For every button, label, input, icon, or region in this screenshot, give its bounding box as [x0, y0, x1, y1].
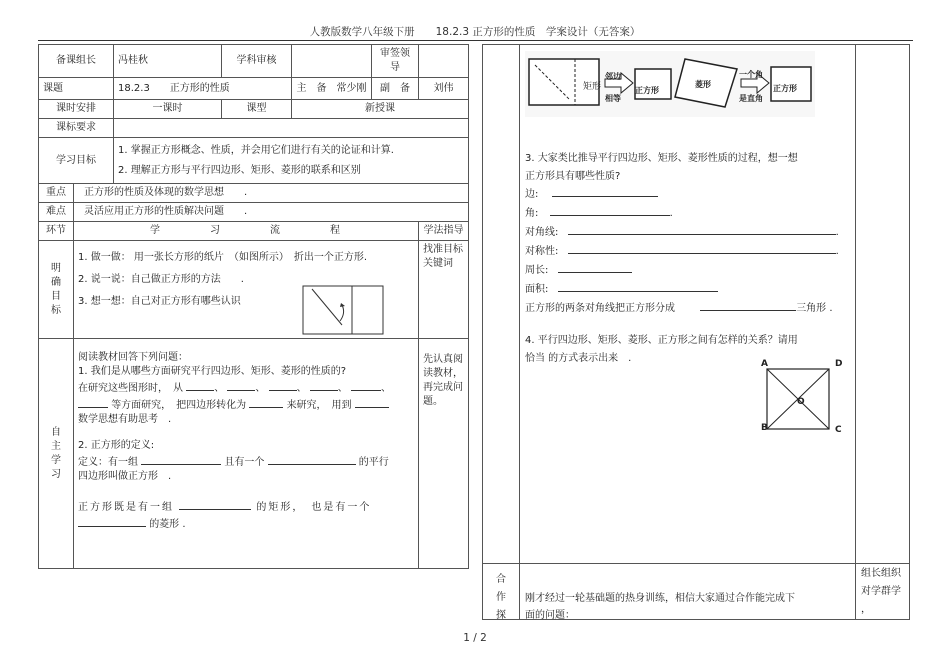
value-topic: 18.2.3 正方形的性质: [114, 78, 292, 100]
guide-line: 组长组织: [861, 568, 901, 579]
page-header-title: 人教版数学八年级下册 18.2.3 正方形的性质 学案设计（无答案）: [309, 26, 641, 38]
guide-line: 题。: [423, 396, 443, 407]
answer-blank[interactable]: [227, 379, 255, 391]
answer-blank[interactable]: [269, 379, 297, 391]
label-deputy: 副 备: [372, 78, 419, 100]
right-left-gutter: [519, 45, 520, 619]
question-2-definition: 定义：有一组 且有一个 的平行: [78, 453, 414, 470]
label-objectives: 学习目标: [39, 138, 114, 184]
guide-clarify-goal: [419, 241, 469, 339]
answer-blank[interactable]: [550, 204, 670, 216]
label-main-preparer: 主 备 常少刚: [292, 78, 372, 100]
question-3-line2: 正方形具有哪些性质?: [525, 171, 621, 182]
task-think: 3. 想一想：自己对正方形有哪些认识: [78, 296, 241, 307]
label-standards: 课标要求: [39, 119, 114, 138]
header-divider: [38, 40, 913, 41]
question-2-title: 2. 正方形的定义:: [78, 440, 155, 451]
vertex-label-c: C: [835, 425, 842, 435]
right-guide-gutter: [855, 45, 856, 619]
property-perimeter: 周长:: [525, 261, 632, 276]
answer-blank[interactable]: [179, 498, 251, 510]
page-number: 1 / 2: [463, 632, 487, 644]
value-approver: [419, 45, 469, 78]
label-periods: 课时安排: [39, 100, 114, 119]
center-label-o: O: [797, 397, 805, 407]
question-1-end: 数学思想有助思考 .: [78, 414, 172, 425]
vertex-label-d: D: [835, 359, 843, 369]
answer-blank[interactable]: [355, 396, 389, 408]
answer-blank[interactable]: [78, 396, 108, 408]
answer-blank[interactable]: [186, 379, 214, 391]
value-prep-leader: 冯桂秋: [114, 45, 222, 78]
study-intro: 阅读教材回答下列问题：: [78, 352, 188, 363]
label-approver: 审签领导: [372, 45, 419, 78]
section-label-cooperate: 合作探: [496, 574, 506, 621]
guide-cooperate: [861, 565, 901, 619]
property-diagonal: 对角线: .: [525, 223, 839, 238]
vertex-label-a: A: [761, 359, 768, 369]
label-prep-leader: 备课组长: [39, 45, 114, 78]
diagram-arrow1-bottom: 相等: [605, 94, 621, 103]
guide-line: 找准目标: [423, 244, 463, 255]
question-3-line1: 3. 大家类比推导平行四边形、矩形、菱形性质的过程，想一想: [525, 153, 798, 164]
shape-transform-diagram: [525, 51, 815, 117]
value-periods: 一课时: [114, 100, 222, 119]
property-symmetry: 对称性: .: [525, 242, 839, 257]
objectives-list: [114, 138, 469, 184]
property-area: 面积:: [525, 280, 718, 295]
answer-blank[interactable]: [558, 261, 632, 273]
guide-line: 再完成问: [423, 382, 463, 393]
coop-divider: [483, 563, 909, 564]
section-clarify-goal-content: [74, 241, 419, 339]
label-subject-review: 学科审核: [222, 45, 292, 78]
label-lesson-type: 课型: [222, 100, 292, 119]
diagram-square1-label: 正方形: [635, 86, 659, 95]
guide-line: 先认真阅: [423, 354, 463, 365]
answer-blank[interactable]: [552, 185, 658, 197]
diagram-arrow1-top: 邻边: [605, 72, 621, 81]
guide-line: 关键词: [423, 258, 453, 269]
property-angle: 角: .: [525, 204, 673, 219]
value-main-preparer: 常少刚: [336, 82, 367, 94]
section-label-clarify-goal: 明确目标: [39, 241, 74, 339]
diagram-rhombus-label: 菱形: [695, 80, 711, 89]
value-difficulty: 灵活应用正方形的性质解决问题 .: [74, 203, 469, 222]
diagram-rectangle-label: 矩形: [583, 82, 602, 92]
lesson-info-table: [38, 44, 469, 569]
value-subject-review: [292, 45, 372, 78]
guide-line: 对学群学: [861, 586, 901, 597]
answer-blank[interactable]: [310, 379, 338, 391]
objective-item: 1. 掌握正方形概念、性质，并会用它们进行有关的论证和计算.: [118, 144, 394, 156]
question-2-definition-end: 四边形叫做正方形 .: [78, 471, 172, 482]
label-method-guide: 学法指导: [419, 222, 469, 241]
property-diagonal-split: 正方形的两条对角线把正方形分成 三角形 .: [525, 299, 833, 314]
answer-blank[interactable]: [568, 223, 836, 235]
section-self-study-content: [74, 339, 419, 569]
diagram-square2-label: 正方形: [773, 84, 797, 93]
property-side: 边:: [525, 185, 658, 200]
diagram-arrow2-bottom: 是直角: [739, 94, 763, 103]
guide-self-study: [419, 339, 469, 569]
answer-blank[interactable]: [700, 299, 796, 311]
question-1-aspects: 在研究这些图形时， 从 、 、 、 、 、: [78, 379, 414, 396]
answer-blank[interactable]: [558, 280, 718, 292]
answer-blank[interactable]: [249, 396, 283, 408]
question-2-sentence-end: 的菱形 .: [78, 515, 414, 532]
question-1: 1. 我们是从哪些方面研究平行四边形、矩形、菱形的性质的?: [78, 366, 347, 377]
coop-text-line1: 刚才经过一轮基础题的热身训练，相信大家通过合作能完成下: [525, 593, 795, 604]
guide-line: 读教材，: [423, 368, 463, 379]
objective-item: 2. 理解正方形与平行四边形、矩形、菱形的联系和区别: [118, 164, 361, 176]
question-2-sentence: 正方形既是有一组 的矩形， 也是有一个: [78, 498, 414, 515]
value-key-point: 正方形的性质及体现的数学思想 .: [74, 184, 469, 203]
value-standards: [114, 119, 469, 138]
question-1-convert: 等方面研究， 把四边形转化为 来研究， 用到: [78, 396, 414, 413]
label-topic: 课题: [39, 78, 114, 100]
section-label-self-study: 自主学习: [39, 339, 74, 569]
answer-blank[interactable]: [268, 453, 356, 465]
task-fold: 1. 做一做： 用一张长方形的纸片 （如图所示） 折出一个正方形.: [78, 252, 368, 263]
diagram-arrow2-top: 一个角: [739, 70, 763, 79]
guide-line: ，: [861, 604, 871, 615]
coop-text-line2: 面的问题：: [525, 610, 575, 621]
value-lesson-type: 新授课: [292, 100, 469, 119]
answer-blank[interactable]: [351, 379, 381, 391]
label-key-point: 重点: [39, 184, 74, 203]
answer-blank[interactable]: [568, 242, 836, 254]
label-stage: 环节: [39, 222, 74, 241]
question-4-line1: 4. 平行四边形、矩形、菱形、正方形之间有怎样的关系？请用: [525, 335, 798, 346]
label-learning-flow: 学 习 流 程: [74, 222, 419, 241]
question-4-line2: 恰当 的方式表示出来 .: [525, 353, 632, 364]
vertex-label-b: B: [761, 423, 768, 433]
value-deputy: 刘伟: [419, 78, 469, 100]
answer-blank[interactable]: [78, 515, 146, 527]
label-difficulty: 难点: [39, 203, 74, 222]
answer-blank[interactable]: [141, 453, 221, 465]
right-table-frame: [482, 44, 910, 620]
task-explain: 2. 说一说：自己做正方形的方法 .: [78, 274, 244, 285]
fold-paper-figure: [302, 285, 384, 335]
